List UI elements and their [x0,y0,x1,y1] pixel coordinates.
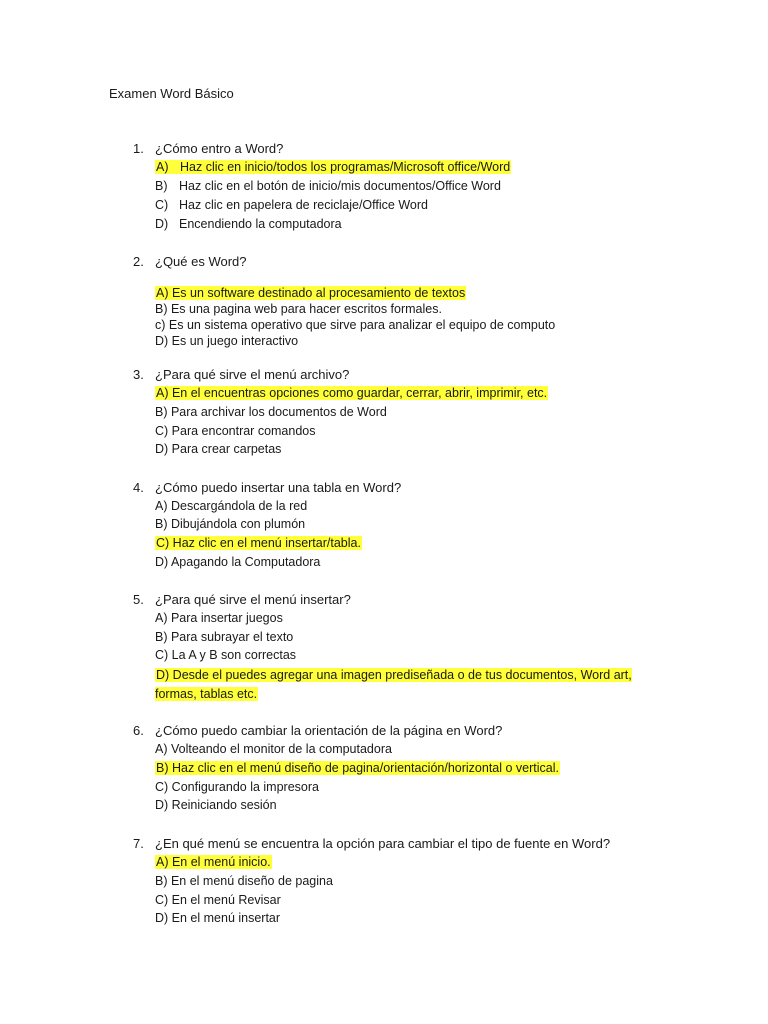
document-title: Examen Word Básico [109,86,234,101]
option-d [155,666,655,704]
option-text: Haz clic en inicio/todos los programas/Microsoft office/Word [180,160,511,174]
option-b: B) En el menú diseño de pagina [155,874,333,888]
option-letter: A) [156,160,169,174]
option-d [155,216,342,233]
option-b [155,760,560,777]
option-a [155,385,548,402]
option-d: D) Apagando la Computadora [155,555,321,569]
option-letter: C) [155,198,169,212]
option-text: A) En el encuentras opciones como guardar, cerrar, abrir, imprimir, etc. [156,386,548,400]
option-c: C) Para encontrar comandos [155,424,316,438]
question-number: 1. [133,141,144,156]
option-c [155,535,362,552]
option-b: B) Dibujándola con plumón [155,517,306,531]
option-c [155,197,428,214]
option-letter: D) [155,217,169,231]
question-number: 6. [133,723,144,738]
option-a [155,285,466,302]
question-text: ¿Para qué sirve el menú archivo? [155,367,350,382]
option-a: A) Volteando el monitor de la computadora [155,742,392,756]
option-d: D) Para crear carpetas [155,442,282,456]
question-text: ¿Cómo entro a Word? [155,141,284,156]
option-text: Encendiendo la computadora [179,217,342,231]
question-number: 7. [133,836,144,851]
question-number: 5. [133,592,144,607]
question-text: ¿Para qué sirve el menú insertar? [155,592,351,607]
option-b: B) Para subrayar el texto [155,630,294,644]
question-text: ¿Cómo puedo cambiar la orientación de la página en Word? [155,723,503,738]
option-text: Haz clic en el botón de inicio/mis documentos/Office Word [179,179,501,193]
option-b: B) Es una pagina web para hacer escritos formales. [155,302,442,316]
question-text: ¿Cómo puedo insertar una tabla en Word? [155,480,402,495]
option-text: A) Es un software destinado al procesamiento de textos [156,286,466,300]
option-b: B) Para archivar los documentos de Word [155,405,387,419]
option-c: C) En el menú Revisar [155,893,281,907]
option-text: C) Haz clic en el menú insertar/tabla. [156,536,361,550]
option-d: D) Reiniciando sesión [155,798,277,812]
option-c: C) Configurando la impresora [155,780,319,794]
option-a [155,159,511,176]
option-a [155,854,272,871]
option-a: A) Para insertar juegos [155,611,283,625]
question-text: ¿Qué es Word? [155,254,247,269]
option-b [155,178,501,195]
option-text: B) Haz clic en el menú diseño de pagina/orientación/horizontal o vertical. [156,761,560,775]
question-number: 4. [133,480,144,495]
option-a: A) Descargándola de la red [155,499,308,513]
option-text: D) Desde el puedes agregar una imagen prediseñada o de tus documentos, Word art, formas, tablas etc. [155,668,632,701]
question-number: 2. [133,254,144,269]
option-letter: B) [155,179,168,193]
question-text: ¿En qué menú se encuentra la opción para cambiar el tipo de fuente en Word? [155,836,611,851]
option-c: c) Es un sistema operativo que sirve para analizar el equipo de computo [155,318,556,332]
option-text: A) En el menú inicio. [156,855,271,869]
option-d: D) Es un juego interactivo [155,334,299,348]
option-c: C) La A y B son correctas [155,648,297,662]
option-d: D) En el menú insertar [155,911,281,925]
option-text: Haz clic en papelera de reciclaje/Office Word [179,198,428,212]
question-number: 3. [133,367,144,382]
